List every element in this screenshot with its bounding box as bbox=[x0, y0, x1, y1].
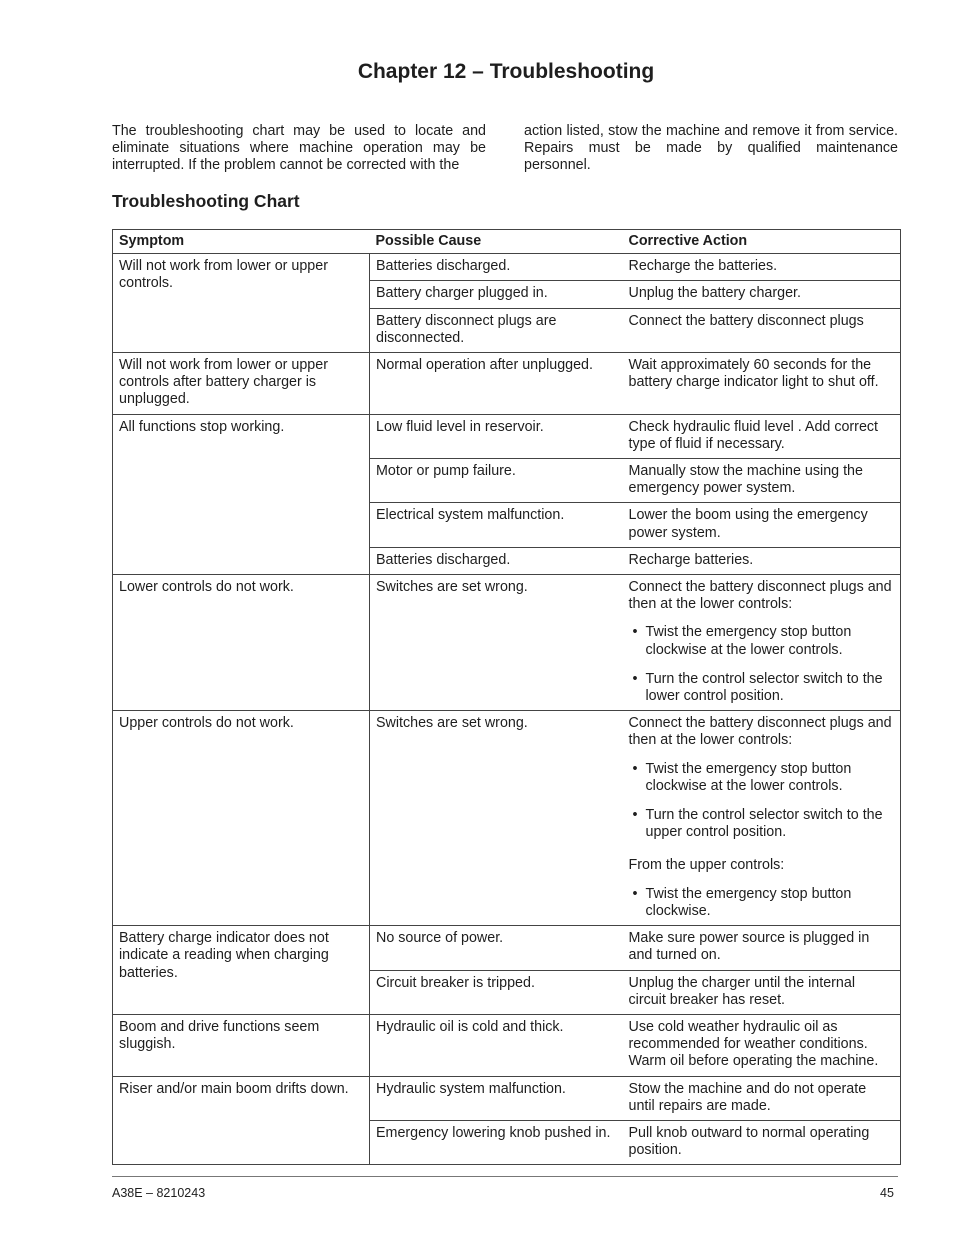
intro-column-1: The troubleshooting chart may be used to locate and eliminate situations where machine operation may be interrupted. If the problem cannot be corrected with the bbox=[112, 123, 486, 174]
symptom-cell: Lower controls do not work. bbox=[113, 575, 370, 711]
corrective-action-text: Stow the machine and do not operate until repairs are made. bbox=[628, 1080, 867, 1114]
bullet-text: Twist the emergency stop button clockwise. bbox=[645, 885, 852, 919]
corrective-action-cell bbox=[623, 281, 901, 308]
corrective-action-text: Connect the battery disconnect plugs and then at the lower controls: bbox=[628, 715, 892, 749]
corrective-action-cell bbox=[623, 926, 901, 970]
header-corrective-action: Corrective Action bbox=[623, 230, 901, 254]
possible-cause-cell: Switches are set wrong. bbox=[370, 575, 623, 711]
footer-doc-id: A38E – 8210243 bbox=[112, 1186, 206, 1200]
corrective-action-subheading: From the upper controls: bbox=[628, 857, 785, 874]
corrective-action-cell bbox=[623, 547, 901, 574]
possible-cause-cell: No source of power. bbox=[370, 926, 623, 970]
bullet-text: Twist the emergency stop button clockwise at the lower controls. bbox=[645, 624, 852, 658]
possible-cause-cell: Emergency lowering knob pushed in. bbox=[370, 1120, 623, 1164]
corrective-action-text: Manually stow the machine using the emergency power system. bbox=[628, 463, 863, 497]
intro-text bbox=[112, 123, 898, 175]
footer-rule bbox=[112, 1176, 898, 1177]
table-header-row bbox=[113, 230, 901, 254]
section-title: Troubleshooting Chart bbox=[112, 191, 300, 211]
symptom-cell: All functions stop working. bbox=[113, 414, 370, 574]
bullet-text: Turn the control selector switch to the upper control position. bbox=[645, 807, 883, 841]
corrective-action-text: Lower the boom using the emergency power system. bbox=[628, 507, 868, 541]
table-row bbox=[113, 575, 901, 711]
corrective-action-cell bbox=[623, 1014, 901, 1076]
possible-cause-cell: Electrical system malfunction. bbox=[370, 503, 623, 547]
corrective-action-text: Unplug the battery charger. bbox=[628, 285, 801, 302]
corrective-action-cell bbox=[623, 970, 901, 1014]
corrective-action-cell bbox=[623, 1120, 901, 1164]
table-row bbox=[113, 711, 901, 926]
possible-cause-cell: Low fluid level in reservoir. bbox=[370, 414, 623, 458]
corrective-action-text: Pull knob outward to normal operating position. bbox=[628, 1124, 870, 1159]
header-symptom: Symptom bbox=[113, 230, 370, 254]
corrective-action-text: Unplug the charger until the internal circuit breaker has reset. bbox=[628, 974, 856, 1008]
corrective-action-text: Recharge batteries. bbox=[628, 551, 754, 568]
corrective-action-text: Connect the battery disconnect plugs and then at the lower controls: bbox=[628, 579, 892, 613]
bullet-marker: • bbox=[632, 807, 638, 824]
corrective-action-cell bbox=[623, 353, 901, 415]
table-row bbox=[113, 926, 901, 970]
troubleshooting-table bbox=[112, 229, 901, 1165]
symptom-cell: Will not work from lower or upper controls after battery charger is unplugged. bbox=[113, 353, 370, 415]
possible-cause-cell: Normal operation after unplugged. bbox=[370, 353, 623, 415]
corrective-action-text: Recharge the batteries. bbox=[628, 258, 778, 275]
corrective-action-text: Make sure power source is plugged in and turned on. bbox=[628, 930, 870, 964]
bullet-item bbox=[629, 886, 895, 920]
possible-cause-cell: Motor or pump failure. bbox=[370, 459, 623, 503]
table-row bbox=[113, 414, 901, 458]
corrective-action-cell bbox=[623, 459, 901, 503]
bullet-marker: • bbox=[632, 624, 638, 641]
bullet-list bbox=[629, 624, 895, 705]
corrective-action-cell bbox=[623, 308, 901, 352]
bullet-list bbox=[629, 886, 895, 920]
bullet-item bbox=[629, 807, 895, 841]
possible-cause-cell: Circuit breaker is tripped. bbox=[370, 970, 623, 1014]
table-row bbox=[113, 353, 901, 415]
bullet-list bbox=[629, 761, 895, 842]
possible-cause-cell: Batteries discharged. bbox=[370, 547, 623, 574]
symptom-cell: Upper controls do not work. bbox=[113, 711, 370, 926]
corrective-action-text: Use cold weather hydraulic oil as recommended for weather conditions. Warm oil before operating the machine. bbox=[628, 1018, 879, 1070]
chapter-title: Chapter 12 – Troubleshooting bbox=[357, 60, 655, 83]
corrective-action-text: Wait approximately 60 seconds for the battery charge indicator light to shut off. bbox=[628, 357, 879, 391]
possible-cause-cell: Hydraulic oil is cold and thick. bbox=[370, 1014, 623, 1076]
table-row bbox=[113, 1014, 901, 1076]
table-body bbox=[113, 254, 901, 1165]
footer-page-number: 45 bbox=[880, 1186, 894, 1200]
corrective-action-cell bbox=[623, 254, 901, 281]
bullet-item bbox=[629, 624, 895, 658]
bullet-marker: • bbox=[632, 885, 638, 902]
possible-cause-cell: Battery disconnect plugs are disconnected. bbox=[370, 308, 623, 352]
bullet-item bbox=[629, 761, 895, 795]
bullet-text: Turn the control selector switch to the lower control position. bbox=[645, 670, 883, 705]
bullet-marker: • bbox=[632, 670, 638, 687]
bullet-item bbox=[629, 671, 895, 705]
symptom-cell: Battery charge indicator does not indicate a reading when charging batteries. bbox=[113, 926, 370, 1015]
possible-cause-cell: Battery charger plugged in. bbox=[370, 281, 623, 308]
possible-cause-cell: Switches are set wrong. bbox=[370, 711, 623, 926]
corrective-action-text: Connect the battery disconnect plugs bbox=[628, 312, 864, 329]
bullet-marker: • bbox=[632, 760, 638, 777]
corrective-action-cell bbox=[623, 1076, 901, 1120]
corrective-action-cell bbox=[623, 414, 901, 458]
intro-column-2: action listed, stow the machine and remove it from service. Repairs must be made by qualified maintenance personnel. bbox=[524, 123, 898, 174]
corrective-action-cell bbox=[623, 575, 901, 711]
symptom-cell: Boom and drive functions seem sluggish. bbox=[113, 1014, 370, 1076]
corrective-action-cell bbox=[623, 711, 901, 926]
possible-cause-cell: Batteries discharged. bbox=[370, 254, 623, 281]
table-row bbox=[113, 1076, 901, 1120]
corrective-action-cell bbox=[623, 503, 901, 547]
header-possible-cause: Possible Cause bbox=[370, 230, 623, 254]
possible-cause-cell: Hydraulic system malfunction. bbox=[370, 1076, 623, 1120]
table-row bbox=[113, 254, 901, 281]
symptom-cell: Riser and/or main boom drifts down. bbox=[113, 1076, 370, 1165]
corrective-action-text: Check hydraulic fluid level . Add correct type of fluid if necessary. bbox=[628, 418, 879, 452]
symptom-cell: Will not work from lower or upper controls. bbox=[113, 254, 370, 353]
bullet-text: Twist the emergency stop button clockwise at the lower controls. bbox=[645, 760, 852, 794]
